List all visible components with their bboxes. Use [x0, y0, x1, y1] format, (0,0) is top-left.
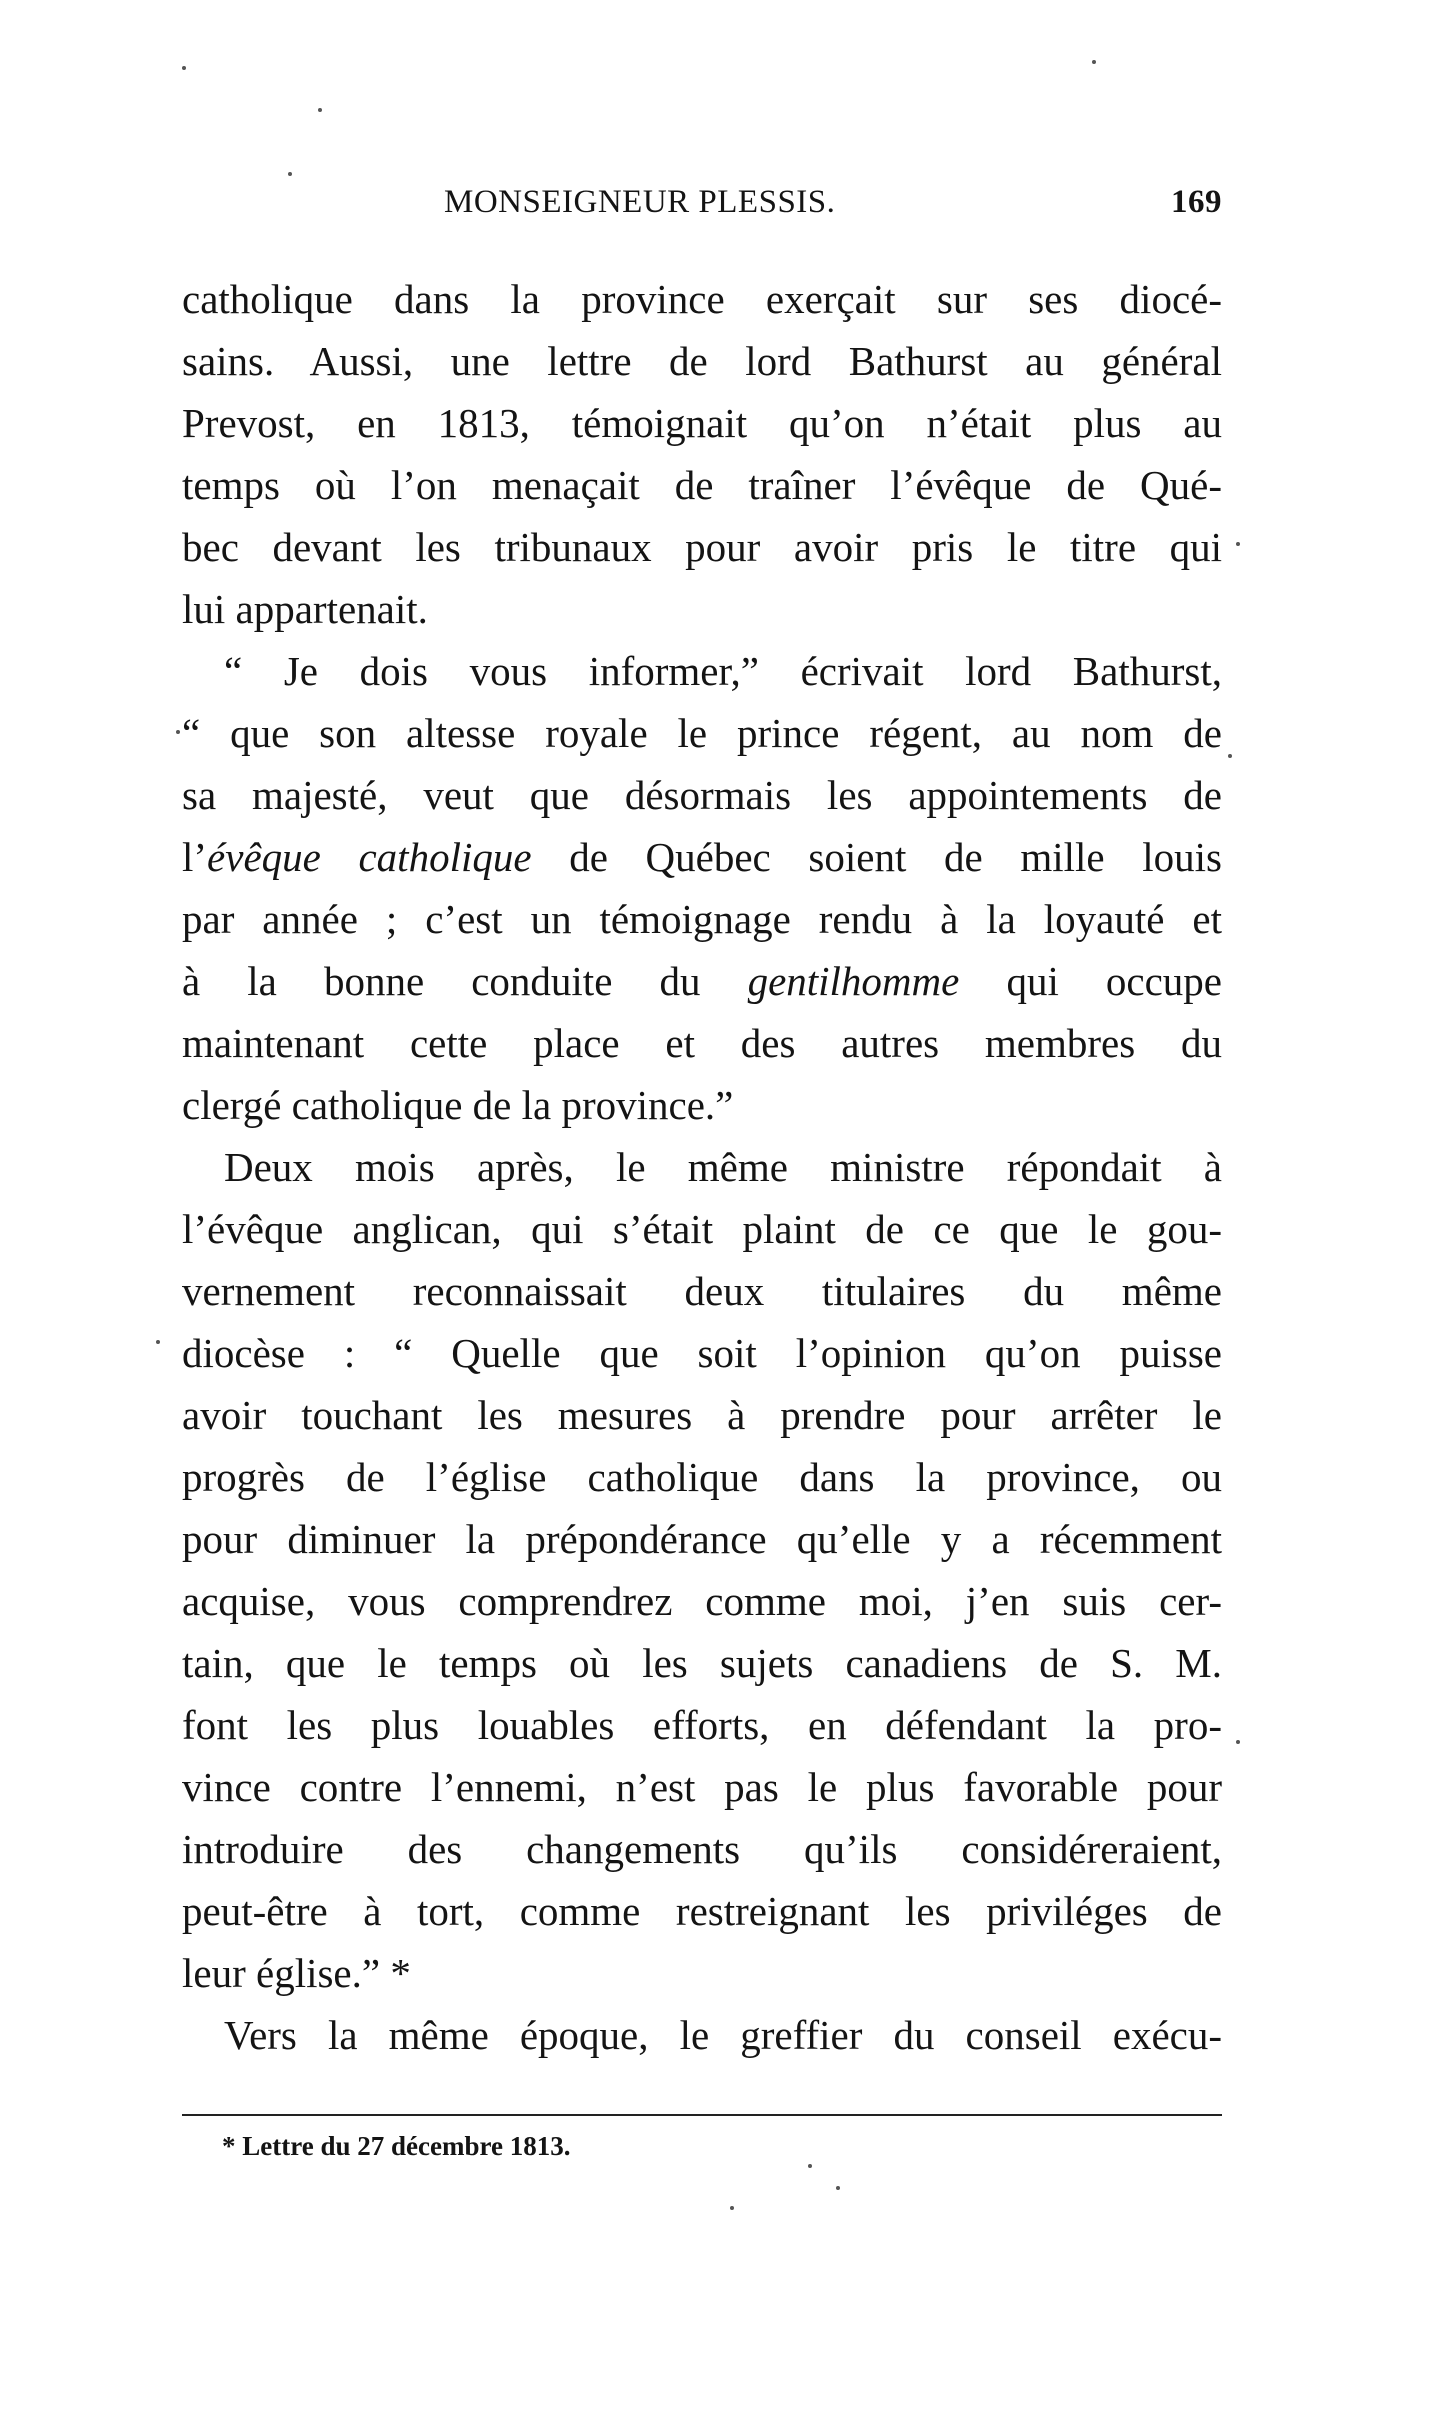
text-line-10: [182, 826, 1222, 888]
text-line-22: acquise, vous comprendrez comme moi, j’en suis cer-: [182, 1578, 1222, 1624]
text-line-12-after: qui occupe: [959, 958, 1222, 1004]
scan-speck: [808, 2164, 812, 2168]
text-line-9: sa majesté, veut que désormais les appointements de: [182, 772, 1222, 818]
scan-speck: [1092, 60, 1096, 64]
scan-speck: [182, 66, 186, 70]
text-line-25: vince contre l’ennemi, n’est pas le plus favorable pour: [182, 1764, 1222, 1810]
text-line-6: lui appartenait.: [182, 586, 428, 632]
text-line-8: “ que son altesse royale le prince régent, au nom de: [182, 710, 1222, 756]
text-line-26: introduire des changements qu’ils considéreraient,: [182, 1826, 1222, 1872]
text-line-21: pour diminuer la prépondérance qu’elle y a récemment: [182, 1516, 1222, 1562]
scan-speck: [1236, 1740, 1240, 1744]
text-line-13: maintenant cette place et des autres membres du: [182, 1020, 1222, 1066]
text-line-10-after: de Québec soient de mille louis: [531, 834, 1222, 880]
scan-speck: [176, 730, 180, 734]
text-line-16: l’évêque anglican, qui s’était plaint de ce que le gou-: [182, 1206, 1222, 1252]
footnote-rule: [182, 2114, 1222, 2116]
text-line-15: Deux mois après, le même ministre répondait à: [224, 1144, 1222, 1190]
text-line-2: sains. Aussi, une lettre de lord Bathurst au général: [182, 338, 1222, 384]
scan-speck: [1228, 754, 1232, 758]
scan-speck: [288, 172, 292, 176]
text-line-24: font les plus louables efforts, en défendant la pro-: [182, 1702, 1222, 1748]
text-line-20: progrès de l’église catholique dans la province, ou: [182, 1454, 1222, 1500]
scan-speck: [1236, 542, 1240, 546]
text-line-19: avoir touchant les mesures à prendre pour arrêter le: [182, 1392, 1222, 1438]
text-line-4: temps où l’on menaçait de traîner l’évêque de Qué-: [182, 462, 1222, 508]
scan-speck: [156, 1340, 160, 1344]
text-line-29: Vers la même époque, le greffier du conseil exécu-: [224, 2012, 1222, 2058]
text-line-5: bec devant les tribunaux pour avoir pris le titre qui: [182, 524, 1222, 570]
text-line-27: peut-être à tort, comme restreignant les priviléges de: [182, 1888, 1222, 1934]
text-line-12: [182, 950, 1222, 1012]
text-line-28: leur église.” *: [182, 1950, 411, 1996]
italic-eveque-catholique: évêque catholique: [207, 834, 532, 880]
text-line-12-before: à la bonne conduite du: [182, 958, 748, 1004]
scan-speck: [836, 2186, 840, 2190]
text-line-1: catholique dans la province exerçait sur ses diocé-: [182, 276, 1222, 322]
footnote: * Lettre du 27 décembre 1813.: [222, 2131, 571, 2161]
italic-gentilhomme: gentilhomme: [747, 958, 960, 1004]
text-line-17: vernement reconnaissait deux titulaires du même: [182, 1268, 1222, 1314]
running-title: MONSEIGNEUR PLESSIS.: [444, 184, 836, 220]
text-line-7: “ Je dois vous informer,” écrivait lord Bathurst,: [224, 648, 1222, 694]
text-line-11: par année ; c’est un témoignage rendu à la loyauté et: [182, 896, 1222, 942]
scan-speck: [318, 108, 322, 112]
text-line-23: tain, que le temps où les sujets canadiens de S. M.: [182, 1640, 1222, 1686]
page-number: 169: [1171, 184, 1222, 220]
scan-speck: [730, 2206, 734, 2210]
text-line-3: Prevost, en 1813, témoignait qu’on n’était plus au: [182, 400, 1222, 446]
text-line-18: diocèse : “ Quelle que soit l’opinion qu’on puisse: [182, 1330, 1222, 1376]
body-text: [182, 268, 1222, 2066]
running-head: [182, 178, 1222, 226]
text-line-10-before: l’: [182, 834, 208, 880]
text-line-14: clergé catholique de la province.”: [182, 1082, 734, 1128]
